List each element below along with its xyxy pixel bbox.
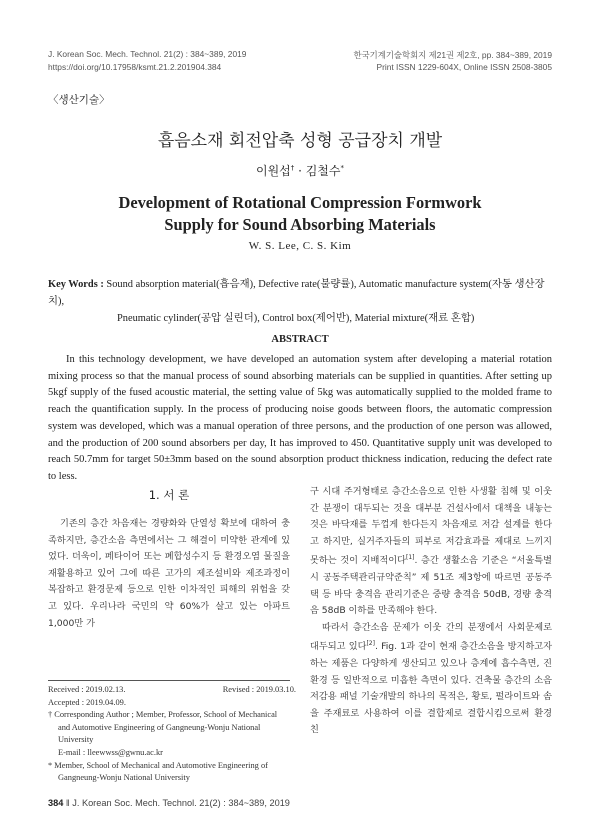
author-email[interactable]: E-mail : lleewwss@gwnu.ac.kr xyxy=(58,747,163,757)
abstract-heading: ABSTRACT xyxy=(271,334,329,345)
right-paragraph-2 xyxy=(310,620,552,739)
author-1: 이원섭 xyxy=(255,164,291,178)
corresponding-mark: † xyxy=(290,164,295,172)
keywords-line1: Sound absorption material(흡음재), Defective rate(불량률), Automatic manufacture system(자동 생산장치), xyxy=(48,279,545,307)
keywords-row1 xyxy=(48,276,558,310)
header-right-journal: 한국기계기술학회지 제21권 제2호, pp. 384~389, 2019 xyxy=(353,50,552,60)
right-paragraph-2-text-a: 따라서 층간소음 문제가 이웃 간의 분쟁에서 사회문제로 대두되고 있다 xyxy=(310,621,552,653)
keywords-block xyxy=(48,276,558,327)
page-number: 384 xyxy=(48,798,64,808)
header-left-doi[interactable]: https://doi.org/10.17958/ksmt.21.2.201904.384 xyxy=(48,62,222,72)
revised-date: Revised : 2019.03.10. xyxy=(222,685,296,694)
keywords-label: Key Words : xyxy=(48,279,104,290)
authors-korean xyxy=(0,162,600,179)
intro-paragraph: 기존의 층간 차음재는 경량화와 단열성 확보에 대하여 충족하지만, 층간소음 측면에서는 그 해결이 미약한 관계에 있었다. 더욱이, 페타이어 또는 폐합성수지 등 환경오염 물질을 재활용하고 있어 그에 따른 고가의 제조설비와 제조과정이 복잡하고 환경문제 등으로 인한 이차적인 피해의 위험을 갖고 있다. 우리나라 국민의 약 60%가 살고 있는 아파트 1,000만 가 xyxy=(48,518,290,629)
author-2: 김철수 xyxy=(305,164,341,178)
keywords-line2: Pneumatic cylinder(공압 실린더), Control box(제어반), Material mixture(재료 혼합) xyxy=(117,313,475,324)
right-paragraph-1-text-a: 구 시대 주거형태로 층간소음으로 인한 사생활 침해 및 이웃 간 분쟁이 대두되는 것을 대부분 건설사에서 대책을 내놓는 것은 바닥재를 두껍게 한다든지 차음재로 저감 설계를 한다고 하지만, 실거주자들의 피부로 저감효과를 제대로 느끼지 못하는 것이 지배적이다 xyxy=(310,486,552,567)
corresponding-author-line1: † Corresponding Author ; Member, Professor, School of Mechanical xyxy=(48,710,278,720)
right-paragraph-2-text-b: . Fig. 1과 같이 현재 층간소음을 방지하고자 하는 제품은 다양하게 생산되고 있으나 층계에 흡수측면, 진환경 등 일반적으로 미흡한 측면이 있다. 건축물 층간의 소음 저감용 패널 기술개발의 하나의 목적은, 황토, 펄라이트와 솜을 주재료로 사용하여 이를 결합제로 결합시킴으로써 환경 친 xyxy=(310,641,553,736)
right-column xyxy=(310,484,552,739)
reference-2[interactable]: [2] xyxy=(366,640,375,648)
footnote-divider xyxy=(48,680,290,681)
section-tag: 〈생산기술〉 xyxy=(48,94,110,106)
title-english-line2: Supply for Sound Absorbing Materials xyxy=(164,215,436,234)
footer-separator: ‖ xyxy=(63,798,73,808)
member-note-line2: Gangneung-Wonju National University xyxy=(58,773,190,783)
right-paragraph-1-text-b: . 층간 생활소음 기준은 “서울특별시 공동주택관리규약준칙” 제 51조 제3항에 따르면 공동주택 등 바닥 충격음 관리기준은 중량 충격음 50dB, 경량 충격음 58dB 이하를 만족해야 한다. xyxy=(310,555,552,617)
abstract-text: In this technology development, we have developed an automation system after developing a material rotation mixing process so that the manual process of sound absorbing materials can be supplied in quantities. After setting up 5kgf supply of the fused acoustic material, the setting value of 5kg was automatically supplied to the molded frame to reach the quantification supply. In the process of producing noise goods between floors, the automatic compression system was developed, which was a manual operation of three persons, and the production of one person was allowed, and the production of 200 sound absorbers per day, It has improved to 450. Quantitative supply unit was developed to reach 50.7mm for target 50±3mm based on the sound absorption product thickness indication, reducing the defect rate to less. xyxy=(48,354,552,482)
accepted-date: Accepted : 2019.04.09. xyxy=(48,697,126,707)
received-date: Received : 2019.02.13. xyxy=(48,685,126,694)
authors-english: W. S. Lee, C. S. Kim xyxy=(248,240,352,252)
reference-1[interactable]: [1] xyxy=(405,554,415,562)
author-separator: · xyxy=(294,164,306,178)
footnotes xyxy=(48,684,296,785)
right-paragraph-1 xyxy=(310,484,552,620)
title-korean: 흡음소재 회전압축 성형 공급장치 개발 xyxy=(157,131,443,151)
title-english xyxy=(0,192,600,236)
title-english-line1: Development of Rotational Compression Formwork xyxy=(118,193,482,212)
member-mark: * xyxy=(340,164,344,172)
header-right-issn: Print ISSN 1229-604X, Online ISSN 2508-3805 xyxy=(376,62,552,72)
footer-citation: J. Korean Soc. Mech. Technol. 21(2) : 384~389, 2019 xyxy=(72,798,290,808)
section-1-heading: 1. 서 론 xyxy=(148,488,190,502)
left-column xyxy=(48,516,290,632)
page-footer xyxy=(48,798,290,808)
corresponding-author-line2: and Automotive Engineering of Gangneung-Wonju National University xyxy=(58,722,261,745)
member-note-line1: * Member, School of Mechanical and Automotive Engineering of xyxy=(48,760,268,770)
dates-row xyxy=(48,684,296,697)
header-left-journal: J. Korean Soc. Mech. Technol. 21(2) : 384~389, 2019 xyxy=(48,49,247,59)
